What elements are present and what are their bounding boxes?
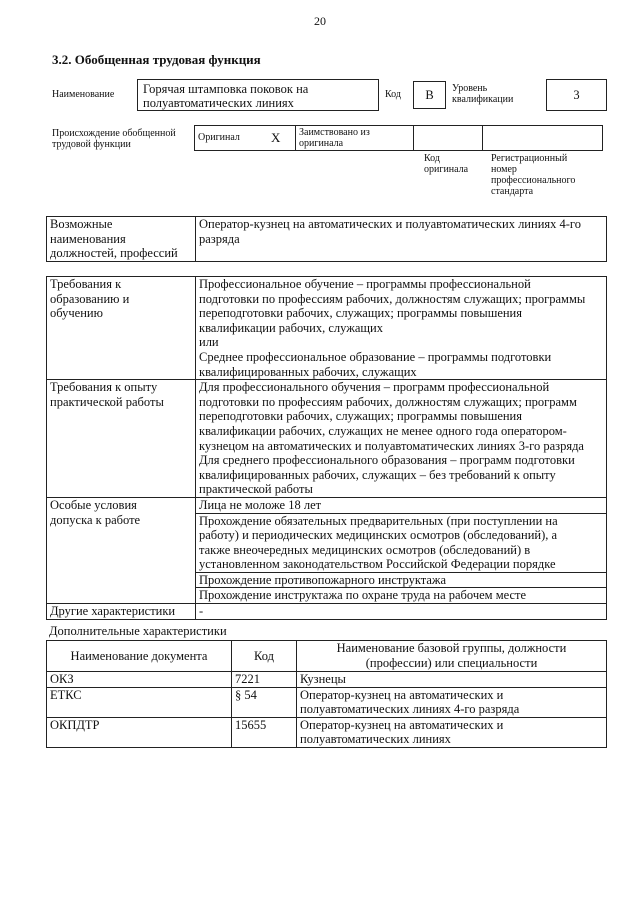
origin-label [52, 128, 176, 150]
row-document: ОКЗ [47, 672, 232, 688]
value-line: квалифицированных рабочих, служащих – без требований к опыту [199, 467, 556, 482]
positions-value [196, 217, 607, 262]
value-line: Профессиональное обучение – программы профессиональной [199, 277, 531, 291]
other-label: Другие характеристики [47, 604, 196, 620]
reg-number-caption [491, 153, 575, 197]
value-line: Оператор-кузнец на автоматических и [300, 717, 504, 732]
name-label: Наименование [52, 89, 115, 100]
col-header-code: Код [232, 641, 297, 672]
value-line: Для профессионального обучения – программ профессиональной [199, 380, 550, 395]
origin-label-line: Происхождение обобщенной [52, 128, 176, 139]
special-label [47, 497, 196, 603]
value-line: Лица не моложе 18 лет [199, 497, 322, 512]
value-line: работу) и периодических медицинских осмотров (обследований), а [199, 528, 558, 543]
caption-line: стандарта [491, 186, 534, 197]
label-line: наименования [50, 231, 126, 246]
experience-value [196, 380, 607, 498]
value-line: практической работы [199, 482, 313, 497]
origin-mark: X [271, 130, 281, 145]
additional-table [46, 640, 607, 748]
origin-label-line: трудовой функции [52, 139, 131, 150]
label-line: Возможные [50, 217, 113, 231]
caption-line: Регистрационный [491, 153, 568, 164]
level-label-line: квалификации [452, 94, 514, 105]
page-number: 20 [314, 14, 326, 28]
special-item [196, 588, 607, 604]
code-value: B [413, 81, 446, 109]
positions-table [46, 216, 607, 262]
value-line: Кузнецы [300, 672, 346, 686]
experience-label [47, 380, 196, 498]
origin-original-label: Оригинал [198, 132, 240, 143]
value-line: Оператор-кузнец на автоматических и [300, 687, 504, 702]
level-value: 3 [546, 79, 607, 111]
origin-code-cell [414, 126, 483, 151]
table-row [47, 672, 607, 688]
caption-line: профессионального [491, 175, 576, 186]
code-original-caption [424, 153, 468, 175]
value-line: Среднее профессиональное образование – программы подготовки [199, 349, 552, 364]
label-line: Требования к опыту [50, 380, 158, 395]
row-document: ЕТКС [47, 687, 232, 717]
col-header-name [297, 641, 607, 672]
label-line: практической работы [50, 394, 164, 409]
col-header-document: Наименование документа [47, 641, 232, 672]
value-line: Прохождение противопожарного инструктажа [199, 572, 447, 587]
origin-table [194, 125, 603, 151]
row-name [297, 687, 607, 717]
code-label: Код [385, 89, 401, 100]
origin-reg-cell [483, 126, 603, 151]
function-name-line: полуавтоматических линиях [143, 96, 294, 110]
table-row [47, 717, 607, 747]
label-line: образованию и [50, 291, 130, 306]
value-line: Оператор-кузнец на автоматических и полуавтоматических линиях 4-го [199, 217, 581, 231]
row-code: 7221 [232, 672, 297, 688]
education-value [196, 277, 607, 380]
value-line: или [199, 335, 219, 350]
label-line: Особые условия [50, 497, 137, 512]
level-label-line: Уровень [452, 83, 488, 94]
value-line: Прохождение обязательных предварительных (при поступлении на [199, 513, 558, 528]
origin-borrowed-line: оригинала [299, 138, 344, 149]
function-name-box [137, 79, 379, 111]
additional-title: Дополнительные характеристики [49, 624, 227, 638]
value-line: полуавтоматических линиях 4-го разряда [300, 702, 520, 717]
table-row [47, 687, 607, 717]
row-document: ОКПДТР [47, 717, 232, 747]
value-line: установленном законодательством Российской Федерации порядке [199, 557, 556, 572]
value-line: кузнецом на автоматических и полуавтоматических линиях 3-го разряда [199, 438, 584, 453]
value-line: подготовки по профессиям рабочих, должностям служащих; программы [199, 291, 586, 306]
origin-borrowed-cell [296, 126, 414, 151]
function-name-line: Горячая штамповка поковок на [143, 82, 309, 96]
special-item [196, 497, 607, 513]
row-code: § 54 [232, 687, 297, 717]
header-line: (профессии) или специальности [365, 655, 538, 670]
label-line: обучению [50, 306, 103, 321]
value-line: квалификации рабочих, служащих [199, 320, 383, 335]
value-line: Для среднего профессионального образования – программ подготовки [199, 453, 575, 468]
caption-line: Код [424, 153, 440, 164]
education-label [47, 277, 196, 380]
label-line: Требования к [50, 277, 122, 291]
special-item [196, 513, 607, 572]
value-line: Прохождение инструктажа по охране труда на рабочем месте [199, 588, 527, 603]
level-label [452, 83, 513, 105]
origin-borrowed-line: Заимствовано из [299, 127, 370, 138]
value-line: квалифицированных рабочих, служащих [199, 364, 417, 379]
value-line: подготовки по профессиям рабочих, должностям служащих; программ [199, 394, 577, 409]
label-line: допуска к работе [50, 512, 141, 527]
caption-line: оригинала [424, 164, 469, 175]
positions-label [47, 217, 196, 262]
value-line: переподготовки рабочих, служащих; программы повышения [199, 306, 522, 321]
section-title: 3.2. Обобщенная трудовая функция [52, 52, 261, 67]
value-line: полуавтоматических линиях [300, 732, 451, 747]
row-name [297, 672, 607, 688]
label-line: должностей, профессий [50, 246, 178, 261]
header-line: Наименование базовой группы, должности [336, 641, 567, 655]
value-line: квалификации рабочих, служащих не менее одного года оператором- [199, 423, 567, 438]
origin-original-cell [195, 126, 296, 151]
value-line: также внеочередных медицинских осмотров (обследований) в [199, 542, 531, 557]
caption-line: номер [491, 164, 517, 175]
row-code: 15655 [232, 717, 297, 747]
row-name [297, 717, 607, 747]
value-line: переподготовки рабочих, служащих; программы повышения [199, 409, 522, 424]
other-value: - [196, 604, 607, 620]
value-line: разряда [199, 231, 240, 246]
requirements-table [46, 276, 607, 620]
special-item [196, 572, 607, 588]
